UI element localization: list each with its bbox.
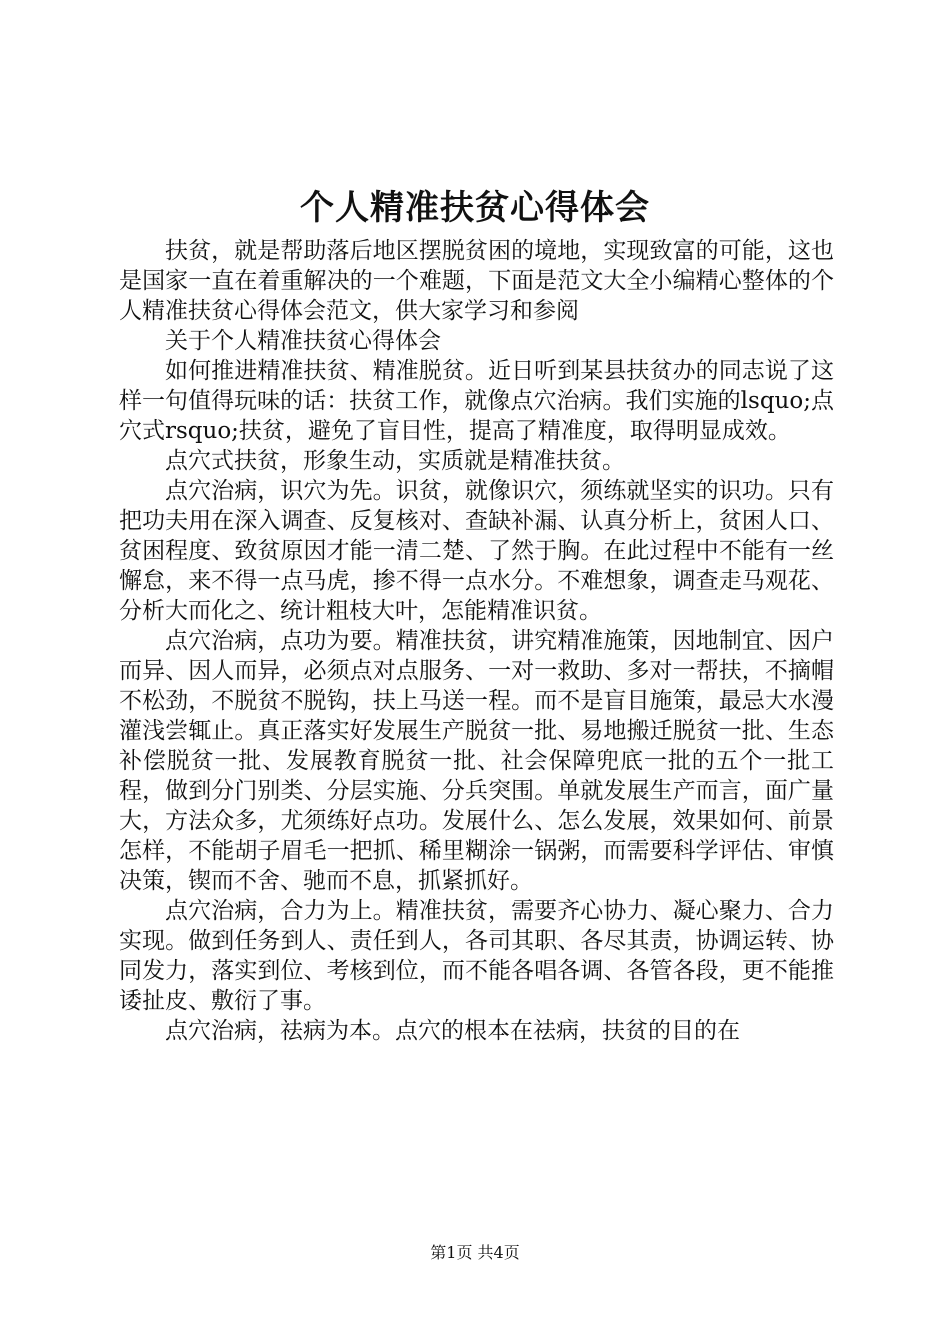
paragraph: 点穴治病，识穴为先。识贫，就像识穴，须练就坚实的识功。只有把功夫用在深入调查、反复核对、查缺补漏、认真分析上，贫困人口、贫困程度、致贫原因才能一清二楚、了然于胸。在此过程中不能有一丝懈怠，来不得一点马虎，掺不得一点水分。不难想象，调查走马观花、分析大而化之、统计粗枝大叶，怎能精准识贫。 (119, 478, 834, 624)
document-title: 个人精准扶贫心得体会 (300, 188, 650, 228)
paragraph: 点穴式扶贫，形象生动，实质就是精准扶贫。 (165, 448, 625, 474)
paragraph-intro: 扶贫，就是帮助落后地区摆脱贫困的境地，实现致富的可能，这也是国家一直在着重解决的一个难题，下面是范文大全小编精心整体的个人精准扶贫心得体会范文，供大家学习和参阅 (119, 238, 834, 324)
document-body (119, 236, 834, 1046)
paragraph: 如何推进精准扶贫、精准脱贫。近日听到某县扶贫办的同志说了这样一句值得玩味的话：扶贫工作，就像点穴治病。我们实施的lsquo;点穴式rsquo;扶贫，避免了盲目性，提高了精准度，取得明显成效。 (119, 358, 834, 444)
page-footer: 第1页 共4页 (430, 1243, 520, 1262)
paragraph: 点穴治病，合力为上。精准扶贫，需要齐心协力、凝心聚力、合力实现。做到任务到人、责任到人，各司其职、各尽其责，协调运转、协同发力，落实到位、考核到位，而不能各唱各调、各管各段，更不能推诿扯皮、敷衍了事。 (119, 898, 834, 1014)
section-heading: 关于个人精准扶贫心得体会 (165, 328, 441, 354)
paragraph: 点穴治病，点功为要。精准扶贫，讲究精准施策，因地制宜、因户而异、因人而异，必须点对点服务、一对一救助、多对一帮扶，不摘帽不松劲，不脱贫不脱钩，扶上马送一程。而不是盲目施策，最忌大水漫灌浅尝辄止。真正落实好发展生产脱贫一批、易地搬迁脱贫一批、生态补偿脱贫一批、发展教育脱贫一批、社会保障兜底一批的五个一批工程，做到分门别类、分层实施、分兵突围。单就发展生产而言，面广量大，方法众多，尤须练好点功。发展什么、怎么发展，效果如何、前景怎样，不能胡子眉毛一把抓、稀里糊涂一锅粥，而需要科学评估、审慎决策，锲而不舍、驰而不息，抓紧抓好。 (119, 628, 834, 894)
paragraph: 点穴治病，祛病为本。点穴的根本在祛病，扶贫的目的在 (165, 1018, 740, 1044)
